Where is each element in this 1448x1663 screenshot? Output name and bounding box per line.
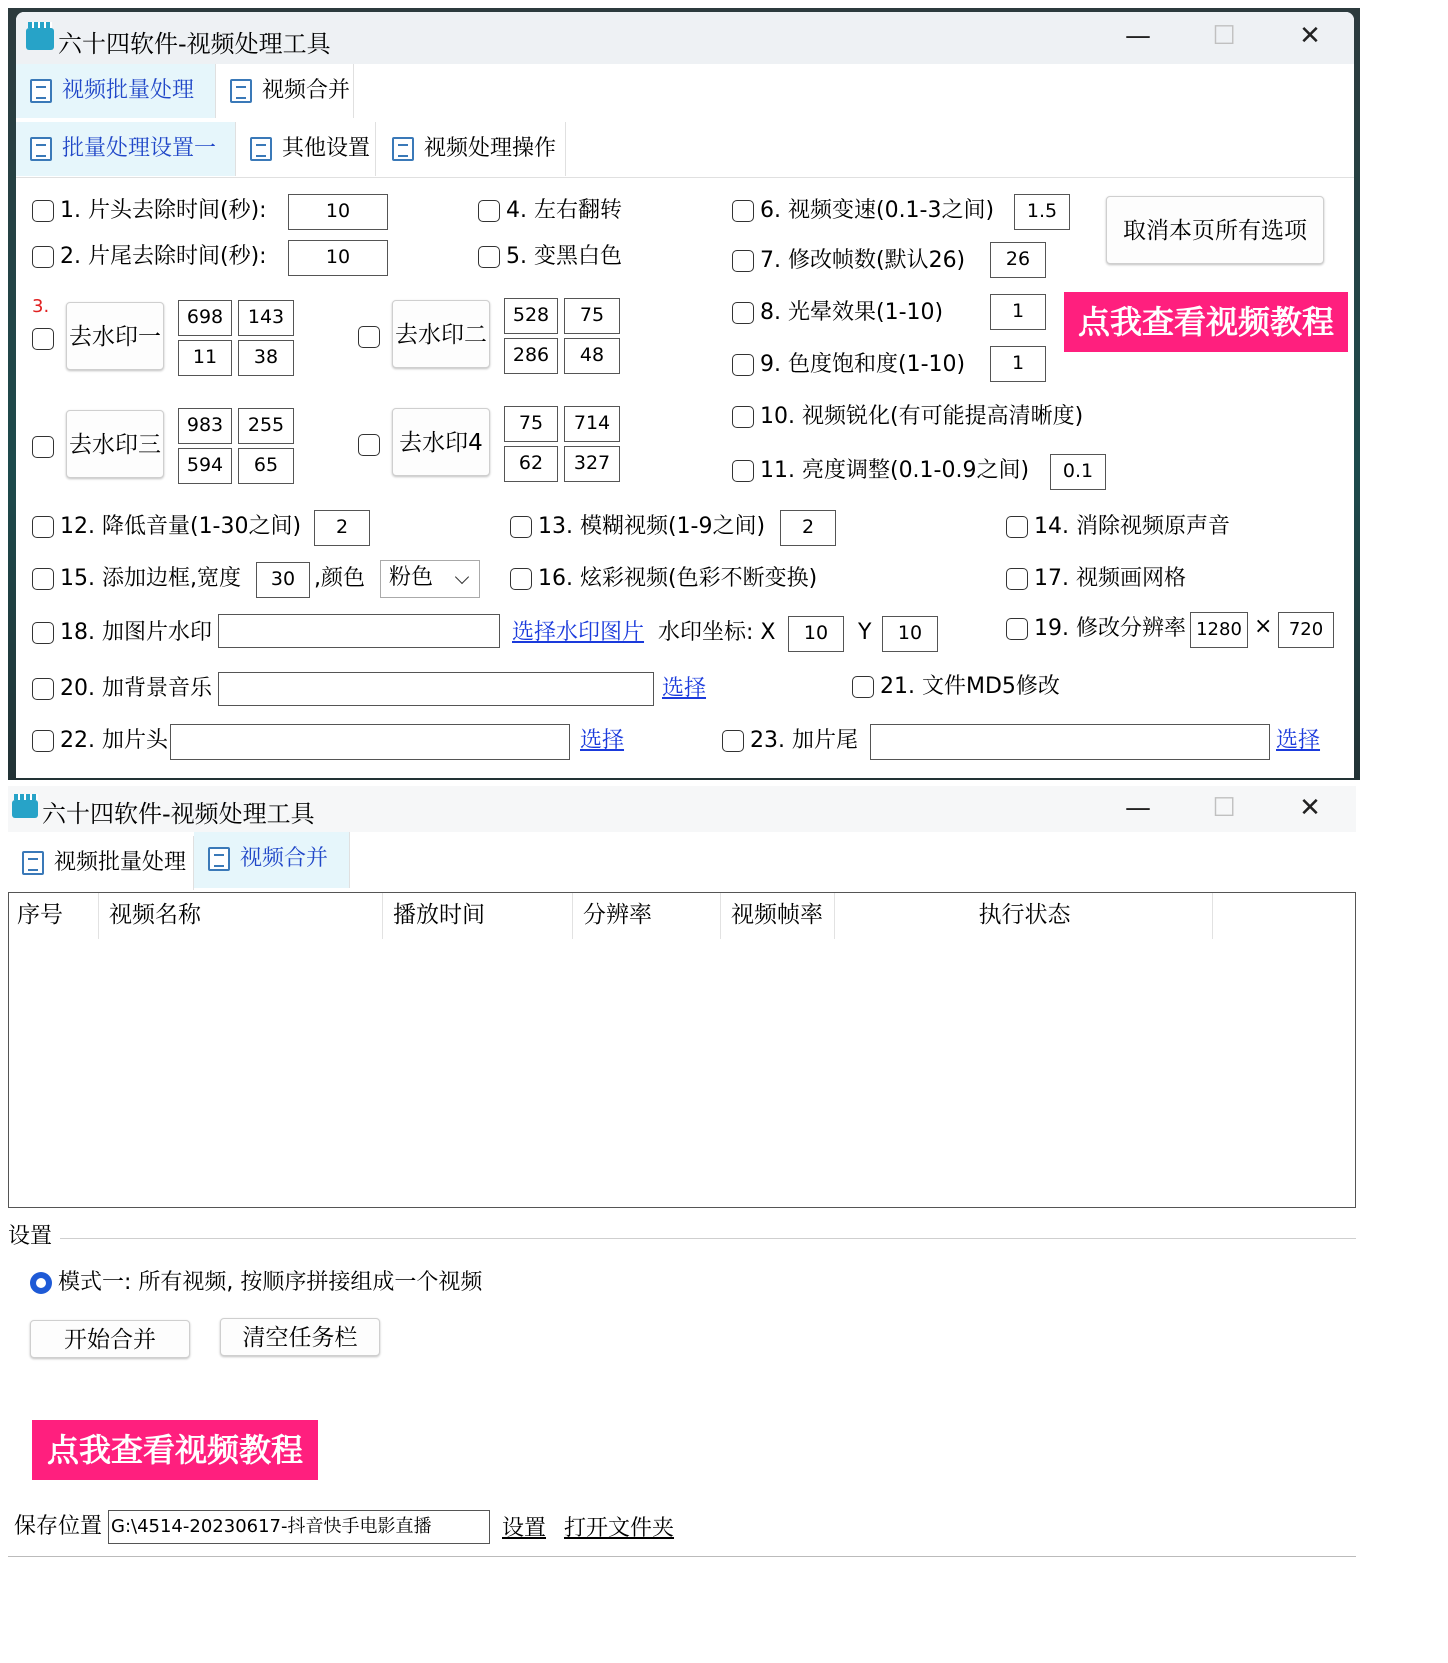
- document-icon: [30, 137, 52, 161]
- wm1-y2[interactable]: 38: [238, 340, 294, 376]
- wm3-y1[interactable]: 255: [238, 408, 294, 444]
- settings-divider: [60, 1238, 1356, 1239]
- close-button[interactable]: ✕: [1299, 793, 1321, 823]
- wm1-checkbox[interactable]: [32, 328, 54, 350]
- opt19-times: ×: [1254, 614, 1273, 639]
- opt11-label: 11. 亮度调整(0.1-0.9之间): [760, 458, 1030, 483]
- col-header-resolution[interactable]: 分辨率: [575, 893, 721, 939]
- watermark-coord-label: 水印坐标: X: [658, 620, 776, 645]
- opt11-input[interactable]: 0.1: [1050, 454, 1106, 490]
- opt21-label: 21. 文件MD5修改: [880, 674, 1060, 699]
- opt15-width-input[interactable]: 30: [256, 562, 310, 598]
- app-icon: [26, 28, 54, 50]
- opt1-input[interactable]: 10: [288, 194, 388, 230]
- wm2-x2[interactable]: 286: [504, 338, 558, 374]
- wm4-checkbox[interactable]: [358, 434, 380, 456]
- chevron-down-icon: [455, 570, 469, 584]
- open-folder-link[interactable]: 打开文件夹: [564, 1516, 675, 1541]
- opt7-label: 7. 修改帧数(默认26): [760, 248, 966, 273]
- opt15-label: 15. 添加边框,宽度: [60, 566, 241, 591]
- subtab-other-settings[interactable]: [236, 122, 376, 176]
- opt15-color-value: 粉色: [389, 565, 434, 590]
- opt4-label: 4. 左右翻转: [506, 198, 622, 223]
- opt15-color-label: ,颜色: [314, 566, 365, 591]
- opt23-label: 23. 加片尾: [750, 728, 858, 753]
- opt6-checkbox[interactable]: [732, 200, 754, 222]
- document-icon: [392, 137, 414, 161]
- minimize-button[interactable]: —: [1125, 793, 1151, 823]
- opt18-checkbox[interactable]: [32, 622, 54, 644]
- opt19-label: 19. 修改分辨率: [1034, 616, 1186, 641]
- opt19-width-input[interactable]: 1280: [1190, 612, 1248, 648]
- opt9-checkbox[interactable]: [732, 354, 754, 376]
- opt15-color-select[interactable]: [380, 560, 480, 598]
- tab-label: 视频合并: [240, 846, 329, 871]
- wm4-y2[interactable]: 327: [564, 446, 620, 482]
- opt20-label: 20. 加背景音乐: [60, 676, 212, 701]
- opt8-input[interactable]: 1: [990, 294, 1046, 330]
- cancel-all-options-button[interactable]: 取消本页所有选项: [1106, 196, 1324, 264]
- window-batch-settings: [16, 12, 1354, 778]
- opt3-number: 3.: [32, 296, 50, 317]
- settings-group-label: 设置: [8, 1224, 53, 1249]
- window-video-merge: [8, 786, 1356, 1658]
- opt14-label: 14. 消除视频原声音: [1034, 514, 1230, 539]
- opt17-checkbox[interactable]: [1006, 568, 1028, 590]
- wm2-y2[interactable]: 48: [564, 338, 620, 374]
- document-icon: [230, 79, 252, 103]
- opt17-label: 17. 视频画网格: [1034, 566, 1186, 591]
- bottom-border: [8, 1556, 1356, 1557]
- opt2-input[interactable]: 10: [288, 240, 388, 276]
- wm1-button[interactable]: 去水印一: [66, 302, 164, 370]
- opt10-checkbox[interactable]: [732, 406, 754, 428]
- opt14-checkbox[interactable]: [1006, 516, 1028, 538]
- wm2-y1[interactable]: 75: [564, 298, 620, 334]
- opt12-label: 12. 降低音量(1-30之间): [60, 514, 302, 539]
- radio-dot-icon: [36, 1278, 46, 1288]
- subtab-video-operations[interactable]: [378, 122, 566, 176]
- col-header-video-name[interactable]: 视频名称: [101, 893, 383, 939]
- opt15-checkbox[interactable]: [32, 568, 54, 590]
- maximize-button[interactable]: ☐: [1212, 21, 1236, 51]
- opt13-input[interactable]: 2: [780, 510, 836, 546]
- opt21-checkbox[interactable]: [852, 676, 874, 698]
- opt1-checkbox[interactable]: [32, 200, 54, 222]
- titlebar: [8, 786, 1356, 832]
- app-icon: [12, 800, 38, 818]
- wm3-checkbox[interactable]: [32, 436, 54, 458]
- video-list[interactable]: [8, 892, 1356, 1208]
- opt1-label: 1. 片头去除时间(秒):: [60, 198, 267, 223]
- wm3-y2[interactable]: 65: [238, 448, 294, 484]
- col-header-status[interactable]: 执行状态: [837, 893, 1213, 939]
- opt6-input[interactable]: 1.5: [1014, 194, 1070, 230]
- wm3-button[interactable]: 去水印三: [66, 410, 164, 478]
- wm4-button[interactable]: 去水印4: [392, 408, 490, 476]
- opt22-checkbox[interactable]: [32, 730, 54, 752]
- tab-batch-processing[interactable]: [8, 836, 194, 890]
- opt2-label: 2. 片尾去除时间(秒):: [60, 244, 267, 269]
- titlebar: [16, 12, 1354, 64]
- wm3-x1[interactable]: 983: [178, 408, 232, 444]
- opt4-checkbox[interactable]: [478, 200, 500, 222]
- opt7-checkbox[interactable]: [732, 250, 754, 272]
- opt11-checkbox[interactable]: [732, 460, 754, 482]
- save-location-label: 保存位置: [14, 1514, 103, 1539]
- opt23-path-input[interactable]: [870, 724, 1270, 760]
- window-title: 六十四软件-视频处理工具: [42, 800, 315, 828]
- subtab-batch-settings-1[interactable]: [16, 122, 236, 176]
- tab-label: 其他设置: [282, 136, 371, 161]
- start-merge-button[interactable]: 开始合并: [30, 1320, 190, 1358]
- save-path-input[interactable]: G:\4514-20230617-抖音快手电影直播: [108, 1510, 490, 1544]
- opt23-choose-link[interactable]: 选择: [1276, 728, 1321, 753]
- minimize-button[interactable]: —: [1125, 21, 1151, 51]
- video-tutorial-button[interactable]: 点我查看视频教程: [1064, 292, 1348, 352]
- tab-label: 视频处理操作: [424, 136, 557, 161]
- wm3-x2[interactable]: 594: [178, 448, 232, 484]
- opt18-label: 18. 加图片水印: [60, 620, 212, 645]
- wm4-x1[interactable]: 75: [504, 406, 558, 442]
- opt6-label: 6. 视频变速(0.1-3之间): [760, 198, 995, 223]
- tab-batch-processing[interactable]: [16, 64, 216, 118]
- opt2-checkbox[interactable]: [32, 246, 54, 268]
- tab-video-merge[interactable]: [194, 832, 350, 888]
- document-icon: [22, 851, 44, 875]
- wm1-x2[interactable]: 11: [178, 340, 232, 376]
- wm2-x1[interactable]: 528: [504, 298, 558, 334]
- wm2-button[interactable]: 去水印二: [392, 300, 490, 368]
- choose-watermark-image-link[interactable]: 选择水印图片: [512, 620, 645, 645]
- opt16-checkbox[interactable]: [510, 568, 532, 590]
- opt8-label: 8. 光晕效果(1-10): [760, 300, 944, 325]
- opt5-checkbox[interactable]: [478, 246, 500, 268]
- document-icon: [208, 847, 230, 871]
- opt19-checkbox[interactable]: [1006, 618, 1028, 640]
- maximize-button[interactable]: ☐: [1212, 793, 1236, 823]
- opt20-path-input[interactable]: [218, 672, 654, 706]
- opt12-input[interactable]: 2: [314, 510, 370, 546]
- save-settings-link[interactable]: 设置: [502, 1516, 547, 1541]
- video-tutorial-button[interactable]: 点我查看视频教程: [32, 1420, 318, 1480]
- col-header-duration[interactable]: 播放时间: [385, 893, 573, 939]
- opt19-height-input[interactable]: 720: [1278, 612, 1334, 648]
- opt9-label: 9. 色度饱和度(1-10): [760, 352, 966, 377]
- opt22-label: 22. 加片头: [60, 728, 168, 753]
- opt22-path-input[interactable]: [170, 724, 570, 760]
- wm4-x2[interactable]: 62: [504, 446, 558, 482]
- close-button[interactable]: ✕: [1299, 21, 1321, 51]
- opt12-checkbox[interactable]: [32, 516, 54, 538]
- wm2-checkbox[interactable]: [358, 326, 380, 348]
- watermark-y-label: Y: [858, 620, 872, 645]
- clear-tasks-button[interactable]: 清空任务栏: [220, 1318, 380, 1356]
- opt20-checkbox[interactable]: [32, 678, 54, 700]
- document-icon: [30, 79, 52, 103]
- wm4-y1[interactable]: 714: [564, 406, 620, 442]
- opt22-choose-link[interactable]: 选择: [580, 728, 625, 753]
- opt20-choose-link[interactable]: 选择: [662, 676, 707, 701]
- opt13-checkbox[interactable]: [510, 516, 532, 538]
- col-header-framerate[interactable]: 视频帧率: [723, 893, 835, 939]
- tab-label: 视频合并: [262, 78, 351, 103]
- wm1-x1[interactable]: 698: [178, 300, 232, 336]
- opt23-checkbox[interactable]: [722, 730, 744, 752]
- window-title: 六十四软件-视频处理工具: [58, 30, 331, 58]
- tab-label: 视频批量处理: [62, 78, 195, 103]
- opt9-input[interactable]: 1: [990, 346, 1046, 382]
- document-icon: [250, 137, 272, 161]
- opt13-label: 13. 模糊视频(1-9之间): [538, 514, 766, 539]
- opt8-checkbox[interactable]: [732, 302, 754, 324]
- opt7-input[interactable]: 26: [990, 242, 1046, 278]
- wm1-y1[interactable]: 143: [238, 300, 294, 336]
- watermark-y-input[interactable]: 10: [882, 616, 938, 652]
- tab-label: 批量处理设置一: [62, 136, 217, 161]
- opt5-label: 5. 变黑白色: [506, 244, 622, 269]
- opt16-label: 16. 炫彩视频(色彩不断变换): [538, 566, 818, 591]
- opt18-path-input[interactable]: [218, 614, 500, 648]
- tab-video-merge[interactable]: [216, 64, 354, 118]
- tab-label: 视频批量处理: [54, 850, 187, 875]
- mode1-label: 模式一: 所有视频, 按顺序拼接组成一个视频: [58, 1270, 483, 1295]
- watermark-x-input[interactable]: 10: [788, 616, 844, 652]
- col-header-index[interactable]: 序号: [9, 893, 99, 939]
- mode1-radio[interactable]: [30, 1272, 52, 1294]
- opt10-label: 10. 视频锐化(有可能提高清晰度): [760, 404, 1084, 429]
